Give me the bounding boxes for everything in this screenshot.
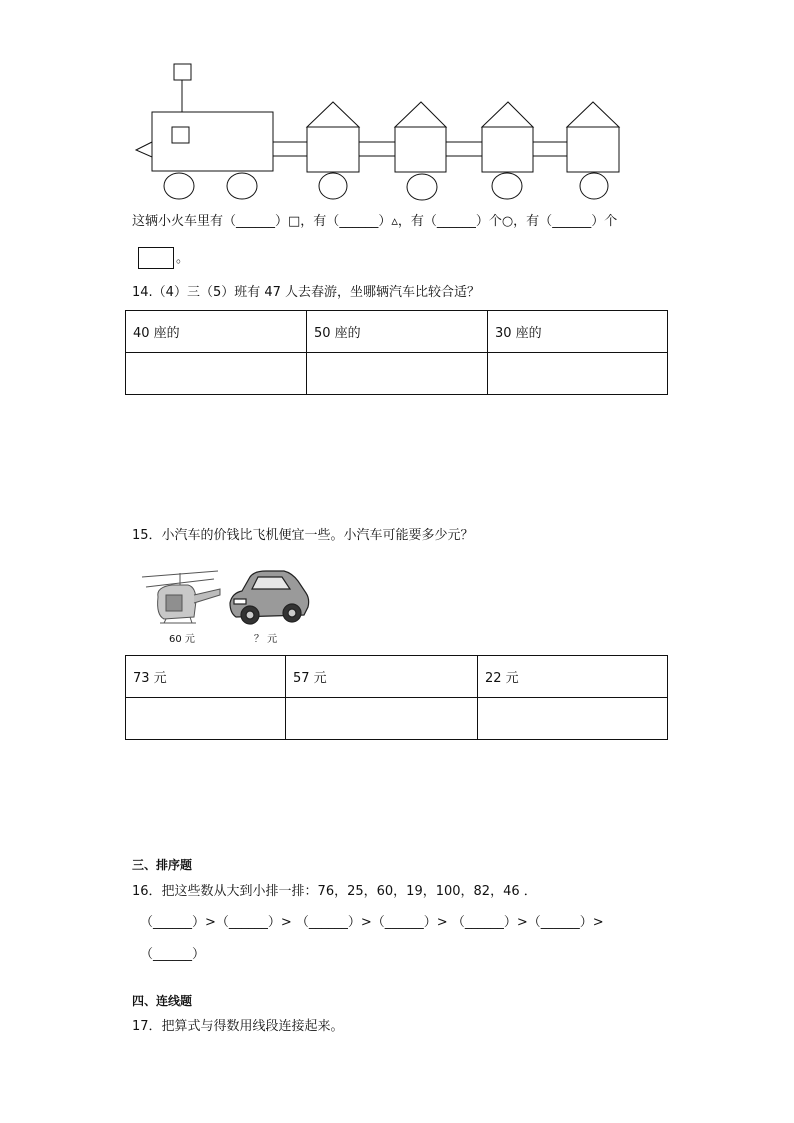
answer-blank[interactable]: ______ — [339, 214, 379, 229]
q14-options-table — [125, 310, 668, 395]
car-wheel — [319, 173, 347, 199]
section-4-heading: 四、连线题 — [132, 994, 193, 1008]
engine-wheel — [227, 173, 257, 199]
q15-options-table — [125, 655, 668, 740]
q15-option-57: 57 元 — [286, 656, 478, 698]
car-wheel — [580, 173, 608, 199]
car-roof-triangle — [482, 102, 533, 127]
q13-text: ）▵，有（ — [378, 214, 437, 229]
q14-option-40: 40 座的 — [126, 311, 307, 353]
q13-sentence — [132, 212, 617, 232]
plane-price-label: 60 元 — [169, 634, 195, 645]
q14-answer-cell[interactable] — [488, 353, 668, 395]
engine-front-triangle — [136, 142, 152, 157]
coupler — [533, 142, 567, 156]
car-roof-triangle — [307, 102, 359, 127]
coupler — [359, 142, 395, 156]
q16-answer-row-1[interactable]: （______）>（______）> （______）>（______）> （______）>（______）> — [140, 915, 604, 930]
car-body — [395, 127, 446, 172]
car-roof-triangle — [395, 102, 446, 127]
car-wheel — [407, 174, 437, 200]
q15-option-73: 73 元 — [126, 656, 286, 698]
q13-text: 这辆小火车里有（ — [132, 214, 237, 229]
q13-text: ）□，有（ — [275, 214, 340, 229]
q15-question: 15．小汽车的价钱比飞机便宜一些。小汽车可能要多少元？ — [132, 528, 474, 543]
answer-blank[interactable]: ______ — [552, 214, 592, 229]
answer-blank[interactable]: ______ — [236, 214, 276, 229]
q14-option-30: 30 座的 — [488, 311, 668, 353]
q13-text: ）个○，有（ — [475, 214, 553, 229]
rectangle-shape-icon — [138, 247, 174, 269]
q13-text: ）个 — [591, 214, 618, 229]
car-price-label: ？ 元 — [254, 634, 278, 645]
car-wheel — [492, 173, 522, 199]
engine-body — [152, 112, 273, 171]
car-body — [307, 127, 359, 172]
q14-question: 14.（4）三（5）班有 47 人去春游，坐哪辆汽车比较合适？ — [132, 285, 481, 300]
car-body — [482, 127, 533, 172]
q14-option-50: 50 座的 — [307, 311, 488, 353]
q15-answer-cell[interactable] — [126, 698, 286, 740]
q15-answer-cell[interactable] — [478, 698, 668, 740]
section-3-heading: 三、排序题 — [132, 858, 193, 872]
q16-answer-row-2[interactable]: （______） — [140, 947, 206, 962]
car-image — [226, 565, 312, 627]
q16-question: 16．把这些数从大到小排一排：76，25，60，19，100，82，46 ． — [132, 884, 537, 899]
q15-option-22: 22 元 — [478, 656, 668, 698]
car-body — [567, 127, 619, 172]
q14-answer-cell[interactable] — [307, 353, 488, 395]
car-roof-triangle — [567, 102, 619, 127]
coupler — [446, 142, 482, 156]
answer-blank[interactable]: ______ — [436, 214, 476, 229]
q17-question: 17．把算式与得数用线段连接起来。 — [132, 1019, 344, 1034]
chimney-square — [174, 64, 191, 80]
q13-end-mark: 。 — [176, 251, 190, 266]
q15-answer-cell[interactable] — [286, 698, 478, 740]
coupler — [273, 142, 307, 156]
engine-wheel — [164, 173, 194, 199]
train-figure — [130, 60, 630, 205]
q14-answer-cell[interactable] — [126, 353, 307, 395]
helicopter-image — [136, 565, 224, 629]
engine-window — [172, 127, 189, 143]
